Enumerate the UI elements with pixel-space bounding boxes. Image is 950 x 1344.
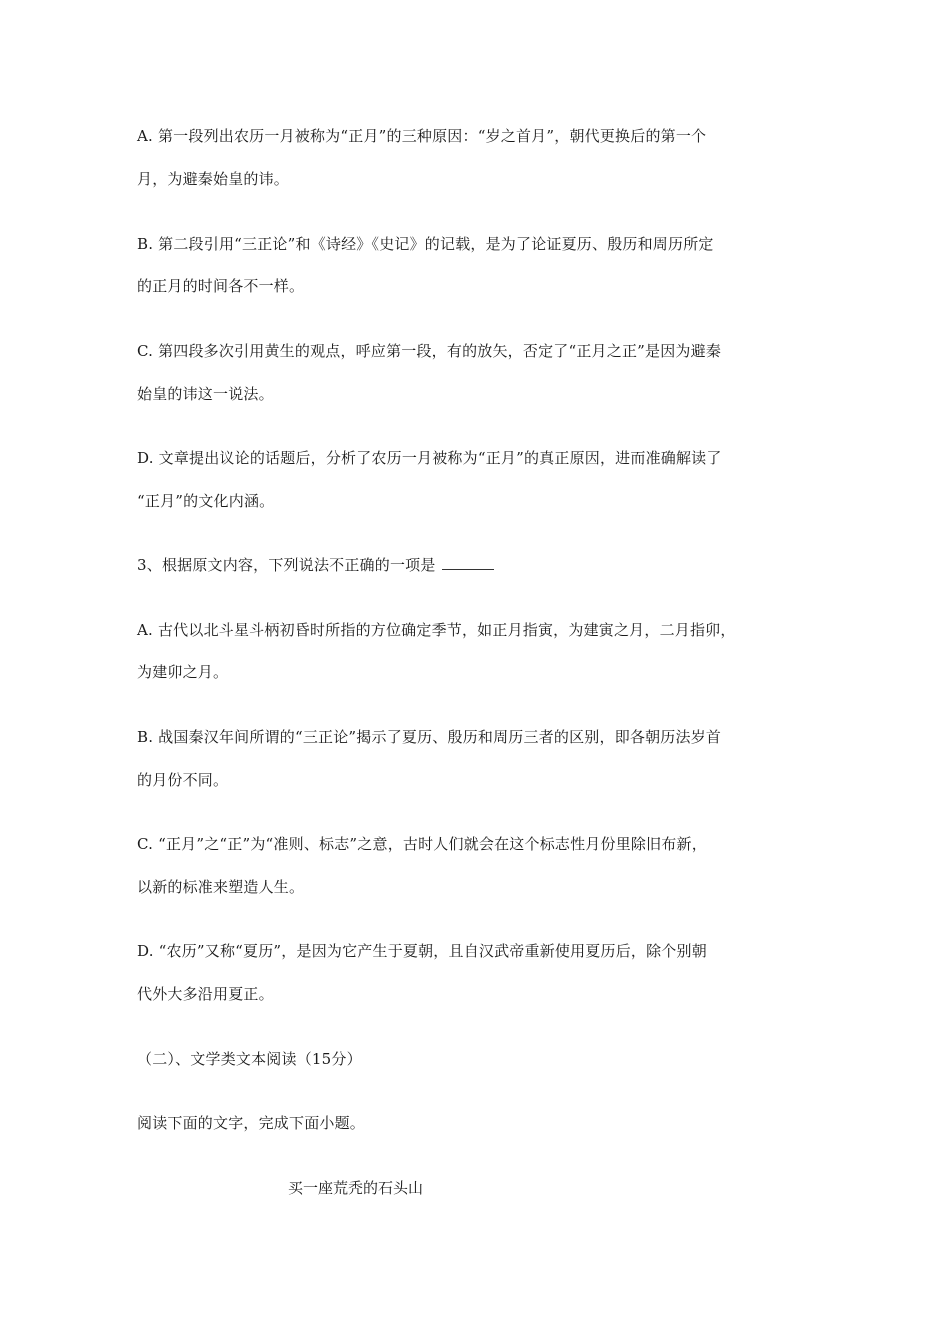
- q2-option-c-line2: 始皇的讳这一说法。: [137, 385, 274, 403]
- section2-instruction: 阅读下面的文字，完成下面小题。: [137, 1114, 366, 1132]
- q3-option-b-line1: B. 战国秦汉年间所谓的“三正论”揭示了夏历、殷历和周历三者的区别，即各朝历法岁首: [137, 728, 722, 746]
- q2-option-b-line1: B. 第二段引用“三正论”和《诗经》《史记》的记载，是为了论证夏历、殷历和周历所定: [137, 235, 714, 253]
- section2-heading: （二）、文学类文本阅读（15分）: [137, 1050, 362, 1068]
- q3-option-a-line2: 为建卯之月。: [137, 663, 229, 681]
- article-title: 买一座荒秃的石头山: [288, 1179, 424, 1197]
- q3-option-c-line1: C. “正月”之“正”为“准则、标志”之意，古时人们就会在这个标志性月份里除旧布新，: [137, 835, 707, 853]
- q2-option-a-line2: 月，为避秦始皇的讳。: [137, 170, 290, 188]
- q2-option-c-line1: C. 第四段多次引用黄生的观点，呼应第一段，有的放矢，否定了“正月之正”是因为避秦: [137, 342, 722, 360]
- q3-stem-text: 3、根据原文内容，下列说法不正确的一项是: [137, 556, 436, 574]
- q3-stem: [137, 555, 494, 575]
- q3-option-a-line1: A. 古代以北斗星斗柄初昏时所指的方位确定季节，如正月指寅，为建寅之月，二月指卯，: [137, 621, 736, 639]
- q3-option-c-line2: 以新的标准来塑造人生。: [137, 878, 305, 896]
- q2-option-a-line1: A. 第一段列出农历一月被称为“正月”的三种原因：“岁之首月”，朝代更换后的第一个: [137, 127, 707, 145]
- q2-option-b-line2: 的正月的时间各不一样。: [137, 277, 305, 295]
- q3-option-d-line2: 代外大多沿用夏正。: [137, 985, 274, 1003]
- q2-option-d-line1: D. 文章提出议论的话题后，分析了农历一月被称为“正月”的真正原因，进而准确解读了: [137, 449, 722, 467]
- q2-option-d-line2: “正月”的文化内涵。: [137, 492, 275, 510]
- answer-blank[interactable]: [442, 555, 494, 570]
- q3-option-b-line2: 的月份不同。: [137, 771, 229, 789]
- q3-option-d-line1: D. “农历”又称“夏历”，是因为它产生于夏朝，且自汉武帝重新使用夏历后，除个别朝: [137, 942, 707, 960]
